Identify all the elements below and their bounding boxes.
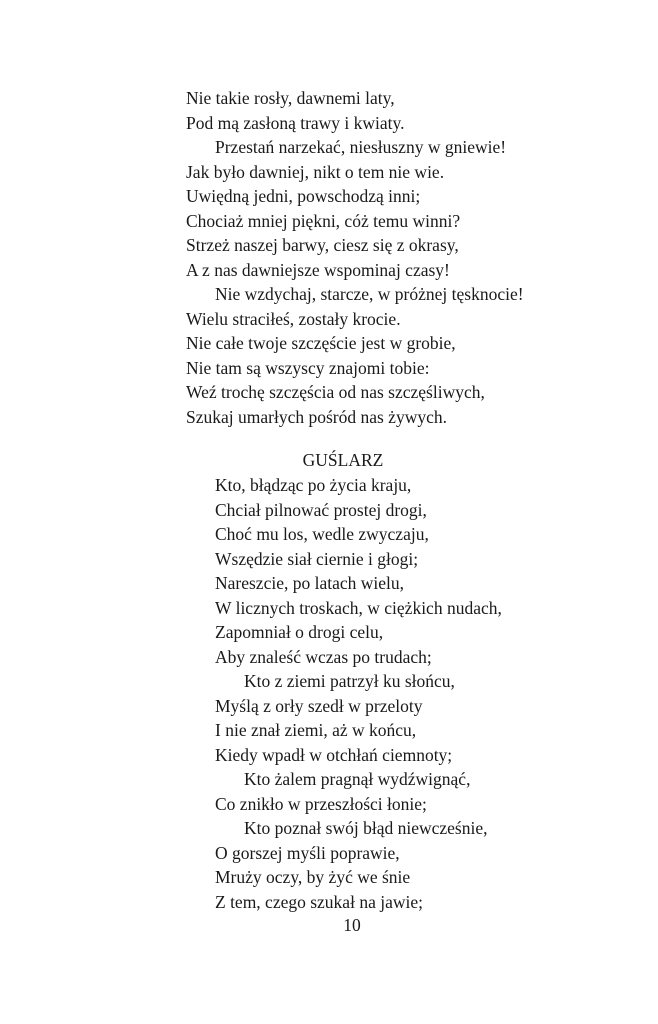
verse-line: Z tem, czego szukał na jawie; — [215, 891, 423, 912]
verse-line: Kto, błądząc po życia kraju, — [215, 475, 412, 495]
verse-line: A z nas dawniejsze wspominaj czasy! — [186, 259, 450, 280]
verse-line: Jak było dawniej, nikt o tem nie wie. — [186, 161, 445, 182]
poem-stanza-2 — [215, 473, 502, 914]
verse-line: Kto z ziemi patrzył ku słońcu, — [244, 671, 455, 691]
poem-stanza-1 — [186, 86, 524, 429]
verse-line: Weź trochę szczęścia od nas szczęśliwych, — [186, 382, 485, 402]
verse-line: Szukaj umarłych pośród nas żywych. — [186, 406, 447, 427]
verse-line: Nie wzdychaj, starcze, w próżnej tęsknocie! — [215, 284, 524, 304]
verse-line: Nie takie rosły, dawnemi laty, — [186, 88, 395, 108]
verse-line: Kiedy wpadł w otchłań ciemnoty; — [215, 744, 453, 765]
page-number: 10 — [343, 915, 361, 935]
verse-line: W licznych troskach, w ciężkich nudach, — [215, 597, 502, 618]
verse-line: Co znikło w przeszłości łonie; — [215, 793, 427, 814]
verse-line: Przestań narzekać, niesłuszny w gniewie! — [215, 137, 507, 157]
verse-line: Kto żalem pragnął wydźwignąć, — [244, 769, 471, 789]
verse-line: Mruży oczy, by żyć we śnie — [215, 867, 411, 887]
verse-line: Nareszcie, po latach wielu, — [215, 573, 405, 593]
verse-line: Nie całe twoje szczęście jest w grobie, — [186, 333, 456, 353]
section-title: GUŚLARZ — [302, 450, 384, 470]
verse-line: Strzeż naszej barwy, ciesz się z okrasy, — [186, 235, 459, 255]
verse-line: Aby znaleść wczas po trudach; — [215, 646, 432, 667]
verse-line: Wielu straciłeś, zostały krocie. — [186, 308, 401, 329]
verse-line: Wszędzie siał ciernie i głogi; — [215, 548, 419, 569]
verse-line: Uwiędną jedni, powschodzą inni; — [186, 186, 421, 206]
verse-line: Nie tam są wszyscy znajomi tobie: — [186, 357, 430, 378]
verse-line: I nie znał ziemi, aż w końcu, — [215, 720, 417, 740]
verse-line: O gorszej myśli poprawie, — [215, 842, 400, 863]
verse-line: Chociaż mniej piękni, cóż temu winni? — [186, 210, 461, 231]
verse-line: Myślą z orły szedł w przeloty — [215, 695, 423, 716]
verse-line: Kto poznał swój błąd niewcześnie, — [244, 818, 488, 838]
verse-line: Zapomniał o drogi celu, — [215, 622, 384, 642]
verse-line: Chciał pilnować prostej drogi, — [215, 499, 427, 520]
verse-line: Choć mu los, wedle zwyczaju, — [215, 524, 429, 544]
verse-line: Pod mą zasłoną trawy i kwiaty. — [186, 112, 405, 133]
